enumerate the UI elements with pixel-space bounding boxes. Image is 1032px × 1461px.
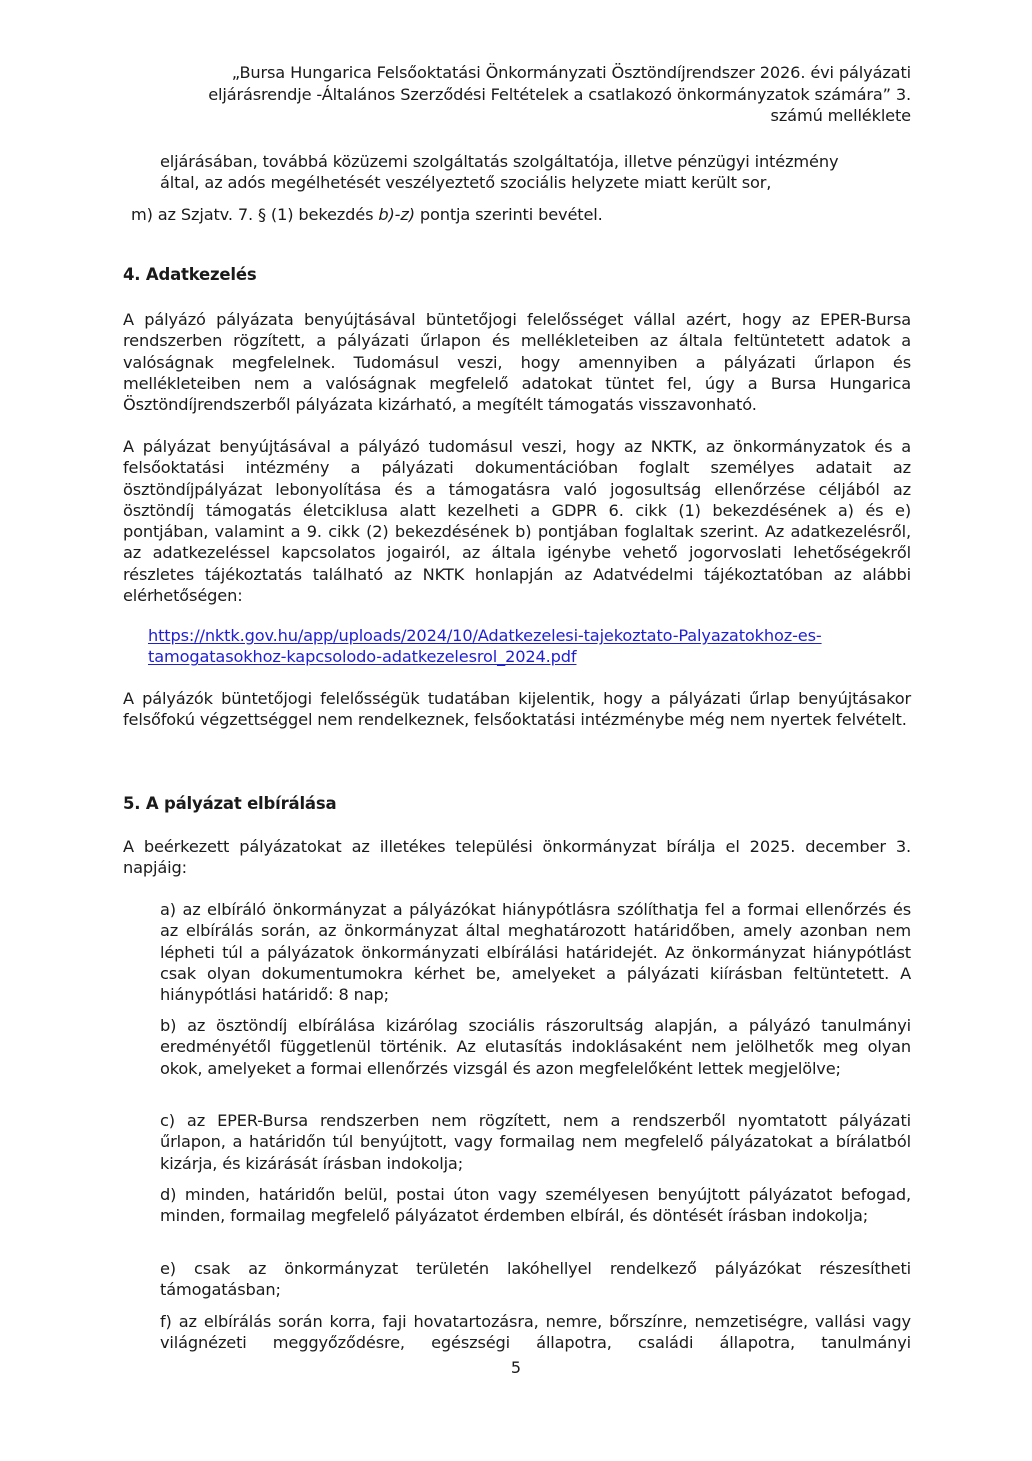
list-item-a: a) az elbíráló önkormányzat a pályázókat hiánypótlásra szólíthatja fel a formai ellenőrzés és az elbírálás során, az önkormányzat által meghatározott határidőben, amely azonban nem lépheti túl a pályázatok önkormányzati elbírálási határidejét. Az önkormányzat hiánypótlást csak olyan dokumentumokra kérhet be, amelyeket a pályázati kiírásban feltüntetett. A hiánypótlási határidő: 8 nap;: [160, 900, 911, 1005]
section-5-intro: A beérkezett pályázatokat az illetékes települési önkormányzat bírálja el 2025. december 3. napjáig:: [123, 837, 911, 878]
continuation-line-2: által, az adós megélhetését veszélyeztető szociális helyzete miatt került sor,: [160, 173, 772, 193]
section-5-heading: 5. A pályázat elbírálása: [123, 794, 337, 813]
section-4-heading: 4. Adatkezelés: [123, 265, 257, 284]
item-m-text: m) az Szjatv. 7. § (1) bekezdés: [131, 205, 379, 224]
continuation-line-1: eljárásában, továbbá közüzemi szolgáltatás szolgáltatója, illetve pénzügyi intézmény: [160, 152, 839, 171]
privacy-policy-link[interactable]: [148, 625, 918, 668]
list-item-continuation: [160, 151, 912, 194]
list-item-f: f) az elbírálás során korra, faji hovatartozásra, nemre, bőrszínre, nemzetiségre, vallási vagy világnézeti meggyőződésre, egészségi állapotra, családi állapotra, tanulmányi: [160, 1312, 911, 1353]
list-item-e: e) csak az önkormányzat területén lakóhellyel rendelkező pályázókat részesítheti támogatásban;: [160, 1259, 911, 1300]
list-item-c: c) az EPER-Bursa rendszerben nem rögzített, nem a rendszerből nyomtatott pályázati űrlapon, a határidőn túl benyújtott, vagy formailag nem megfelelő pályázatokat a bírálatból kizárja, és kizárását írásban indokolja;: [160, 1111, 911, 1173]
section-4-paragraph-2: A pályázat benyújtásával a pályázó tudomásul veszi, hogy az NKTK, az önkormányzatok és a felsőoktatási intézmény a pályázati dokumentációban foglalt személyes adatait az ösztöndíjpályázat lebonyolítása és a támogatásra való jogosultság ellenőrzése céljából az ösztöndíj támogatás életciklusa alatt kezelheti a GDPR 6. cikk (1) bekezdésének a) és e) pontjában, valamint a 9. cikk (2) bekezdésének b) pontjában foglaltak szerint. Az adatkezelésről, az adatkezeléssel kapcsolatos jogairól, az általa igénybe vehető jogorvoslati lehetőségekről részletes tájékoztatás található az NKTK honlapján az Adatvédelmi tájékoztatóban az alábbi elérhetőségen:: [123, 437, 911, 606]
section-4-paragraph-3: A pályázók büntetőjogi felelősségük tudatában kijelentik, hogy a pályázati űrlap benyújtásakor felsőfokú végzettséggel nem rendelkeznek, felsőoktatási intézménybe még nem nyertek felvételt.: [123, 689, 911, 730]
item-m-suffix: pontja szerinti bevétel.: [414, 205, 603, 224]
link-line-2[interactable]: tamogatasokhoz-kapcsolodo-adatkezelesrol_2024.pdf: [148, 647, 577, 667]
section-4-paragraph-1: A pályázó pályázata benyújtásával büntetőjogi felelősséget vállal azért, hogy az EPER-Bursa rendszerben rögzített, a pályázati űrlapon és mellékleteiben az általa feltüntetett adatok a valóságnak megfelelnek. Tudomásul veszi, hogy amennyiben a pályázati űrlapon és mellékleteiben nem a valóságnak megfelelő adatokat tüntet fel, úgy a Bursa Hungarica Ösztöndíjrendszerből pályázata kizárható, a megítélt támogatás visszavonható.: [123, 310, 911, 415]
header-line-2: eljárásrendje -Általános Szerződési Feltételek a csatlakozó önkormányzatok számára” 3.: [208, 84, 911, 104]
list-item-d: d) minden, határidőn belül, postai úton vagy személyesen benyújtott pályázatot befogad, minden, formailag megfelelő pályázatot érdemben elbírál, és döntését írásban indokolja;: [160, 1185, 911, 1226]
running-header: [120, 62, 911, 127]
list-item-m: [131, 204, 911, 225]
item-m-italic: b)-z): [378, 205, 415, 224]
list-item-b: b) az ösztöndíj elbírálása kizárólag szociális rászorultság alapján, a pályázó tanulmányi eredményétől függetlenül történik. Az elutasítás indoklásaként nem jelölhetők meg olyan okok, amelyeket a formai ellenőrzés vizsgál és azon megfelelőként lettek megjelölve;: [160, 1016, 911, 1078]
header-line-3: számú melléklete: [770, 106, 911, 125]
link-line-1[interactable]: https://nktk.gov.hu/app/uploads/2024/10/Adatkezelesi-tajekoztato-Palyazatokhoz-es-: [148, 626, 822, 645]
page-number: 5: [510, 1358, 522, 1377]
header-line-1: „Bursa Hungarica Felsőoktatási Önkormányzati Ösztöndíjrendszer 2026. évi pályázati: [231, 63, 911, 82]
